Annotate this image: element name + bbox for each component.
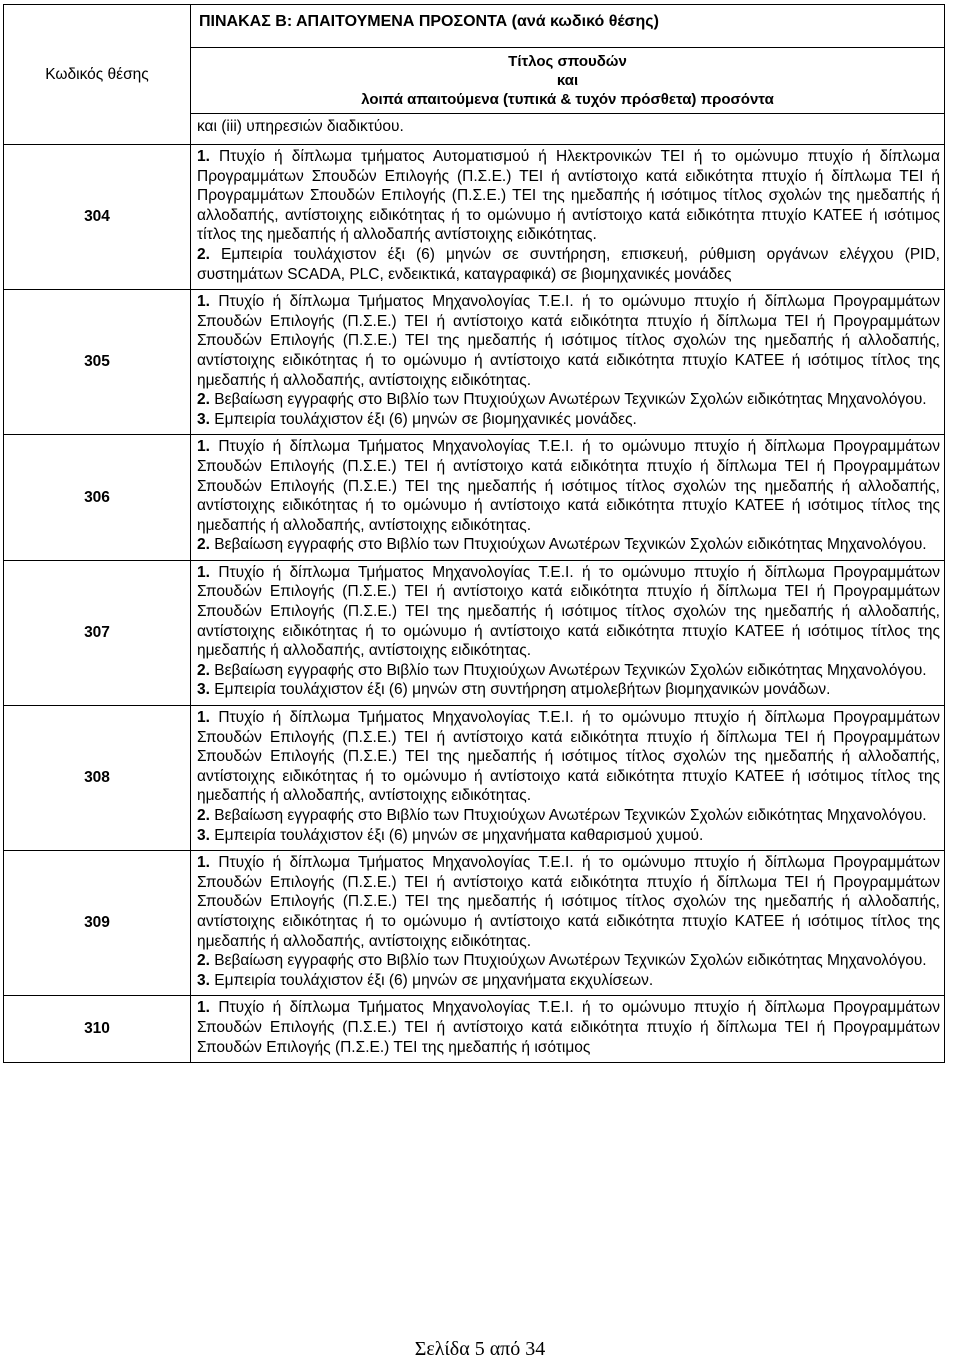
requirement-item	[197, 245, 940, 284]
requirement-number: 2.	[197, 807, 210, 824]
table-row	[4, 851, 945, 996]
requirement-number: 3.	[197, 410, 210, 428]
requirement-number: 2.	[197, 536, 210, 554]
position-code: 310	[4, 996, 191, 1063]
table-row	[4, 706, 945, 851]
requirements-cell	[191, 706, 945, 851]
table-body	[4, 145, 945, 1063]
requirement-item	[197, 951, 940, 971]
requirements-cell	[191, 996, 945, 1063]
column-header-code: Κωδικός θέσης	[4, 5, 191, 145]
requirement-item	[197, 853, 940, 951]
requirements-cell	[191, 435, 945, 561]
requirement-text: Βεβαίωση εγγραφής στο Βιβλίο των Πτυχιούχων Ανωτέρων Τεχνικών Σχολών ειδικότητας Μηχανολόγου.	[209, 661, 927, 679]
qualifications-table	[3, 4, 945, 1063]
requirement-number: 1.	[197, 999, 210, 1017]
requirement-item	[197, 661, 940, 681]
requirements-cell	[191, 145, 945, 290]
requirement-number: 2.	[197, 391, 210, 409]
position-code: 305	[4, 290, 191, 435]
requirement-text: Πτυχίο ή δίπλωμα Τμήματος Μηχανολογίας Τ.Ε.Ι. ή το ομώνυμο πτυχίο ή δίπλωμα Προγραμμάτων Σπουδών Επιλογής (Π.Σ.Ε.) ΤΕΙ ή αντίστοιχο κατά ειδικότητα πτυχίο ή δίπλωμα ΤΕΙ ή Προγραμμάτων Σπουδών Επιλογής (Π.Σ.Ε.) ΤΕΙ της ημεδαπής ή ισότιμος τίτλος σχολών της ημεδαπής ή αλλοδαπής, αντίστοιχης ειδικότητας ή το ομώνυμο ή αντίστοιχο κατά ειδικότητα πτυχίο ΚΑΤΕΕ ή ισότιμος τίτλος της ημεδαπής ή αλλοδαπής, αντίστοιχης ειδικότητας.	[197, 709, 940, 805]
requirement-item	[197, 806, 940, 826]
column-header-title-line3: λοιπά απαιτούμενα (τυπικά & τυχόν πρόσθετα) προσόντα	[361, 91, 774, 108]
requirement-text: Εμπειρία τουλάχιστον έξι (6) μηνών σε συντήρηση, επισκευή, ρύθμιση οργάνων ελέγχου (PID, συστημάτων SCADA, PLC, ενδεικτικά, καταγραφικά) σε βιομηχανικές μονάδες	[197, 245, 940, 283]
requirement-number: 1.	[197, 563, 210, 581]
table-row	[4, 435, 945, 561]
table-row	[4, 290, 945, 435]
requirement-item	[197, 437, 940, 535]
position-code: 307	[4, 560, 191, 705]
table-row	[4, 996, 945, 1063]
requirement-text: Πτυχίο ή δίπλωμα τμήματος Αυτοματισμού ή Ηλεκτρονικών ΤΕΙ ή το ομώνυμο πτυχίο ή δίπλωμα Προγραμμάτων Σπουδών Επιλογής (Π.Σ.Ε.) ΤΕΙ ή αντίστοιχο κατά ειδικότητα πτυχίο ή δίπλωμα ΤΕΙ ή Προγραμμάτων Σπουδών Επιλογής (Π.Σ.Ε.) ΤΕΙ της ημεδαπής ή ισότιμος τίτλος σχολών της ημεδαπής ή αλλοδαπής, αντίστοιχης ειδικότητας ή το ομώνυμο ή αντίστοιχο κατά ειδικότητα πτυχίο ΚΑΤΕΕ ή ισότιμος τίτλος της ημεδαπής ή αλλοδαπής αντίστοιχης ειδικότητας.	[197, 148, 940, 244]
continuation-text: και (iii) υπηρεσιών διαδικτύου.	[191, 114, 945, 145]
column-header-title-line2: και	[556, 72, 579, 89]
requirement-text: Βεβαίωση εγγραφής στο Βιβλίο των Πτυχιούχων Ανωτέρων Τεχνικών Σχολών ειδικότητας Μηχανολόγου.	[209, 536, 927, 554]
requirement-text: Εμπειρία τουλάχιστον έξι (6) μηνών σε μηχανήματα καθαρισμού χυμού.	[209, 826, 704, 844]
position-code: 308	[4, 706, 191, 851]
requirement-item	[197, 998, 940, 1057]
requirement-item	[197, 292, 940, 390]
requirement-text: Εμπειρία τουλάχιστον έξι (6) μηνών σε μηχανήματα εκχυλίσεων.	[209, 971, 654, 989]
requirement-text: Βεβαίωση εγγραφής στο Βιβλίο των Πτυχιούχων Ανωτέρων Τεχνικών Σχολών ειδικότητας Μηχανολόγου.	[209, 807, 927, 824]
requirement-item	[197, 563, 940, 661]
requirement-text: Πτυχίο ή δίπλωμα Τμήματος Μηχανολογίας Τ.Ε.Ι. ή το ομώνυμο πτυχίο ή δίπλωμα Προγραμμάτων Σπουδών Επιλογής (Π.Σ.Ε.) ΤΕΙ ή αντίστοιχο κατά ειδικότητα πτυχίο ή δίπλωμα ΤΕΙ ή Προγραμμάτων Σπουδών Επιλογής (Π.Σ.Ε.) ΤΕΙ της ημεδαπής ή ισότιμος τίτλος σχολών της ημεδαπής ή αλλοδαπής, αντίστοιχης ειδικότητας ή το ομώνυμο ή αντίστοιχο κατά ειδικότητα πτυχίο ΚΑΤΕΕ ή ισότιμος τίτλος της ημεδαπής ή αλλοδαπής, αντίστοιχης ειδικότητας.	[197, 438, 940, 534]
position-code: 306	[4, 435, 191, 561]
requirement-number: 3.	[197, 681, 210, 699]
table-row	[4, 560, 945, 705]
requirement-text: Πτυχίο ή δίπλωμα Τμήματος Μηχανολογίας Τ.Ε.Ι. ή το ομώνυμο πτυχίο ή δίπλωμα Προγραμμάτων Σπουδών Επιλογής (Π.Σ.Ε.) ΤΕΙ ή αντίστοιχο κατά ειδικότητα πτυχίο ή δίπλωμα ΤΕΙ ή Προγραμμάτων Σπουδών Επιλογής (Π.Σ.Ε.) ΤΕΙ της ημεδαπής ή ισότιμος τίτλος σχολών της ημεδαπής ή αλλοδαπής, αντίστοιχης ειδικότητας ή το ομώνυμο ή αντίστοιχο κατά ειδικότητα πτυχίο ΚΑΤΕΕ ή ισότιμος τίτλος της ημεδαπής ή αλλοδαπής, αντίστοιχης ειδικότητας.	[197, 563, 940, 660]
requirement-number: 2.	[197, 245, 210, 263]
column-header-title	[191, 48, 945, 114]
requirements-cell	[191, 290, 945, 435]
requirement-text: Πτυχίο ή δίπλωμα Τμήματος Μηχανολογίας Τ.Ε.Ι. ή το ομώνυμο πτυχίο ή δίπλωμα Προγραμμάτων Σπουδών Επιλογής (Π.Σ.Ε.) ΤΕΙ ή αντίστοιχο κατά ειδικότητα πτυχίο ή δίπλωμα ΤΕΙ ή Προγραμμάτων Σπουδών Επιλογής (Π.Σ.Ε.) ΤΕΙ της ημεδαπής ή ισότιμος τίτλος σχολών της ημεδαπής ή αλλοδαπής, αντίστοιχης ειδικότητας ή το ομώνυμο ή αντίστοιχο κατά ειδικότητα πτυχίο ΚΑΤΕΕ ή ισότιμος τίτλος της ημεδαπής ή αλλοδαπής, αντίστοιχης ειδικότητας.	[197, 854, 940, 950]
requirement-text: Βεβαίωση εγγραφής στο Βιβλίο των Πτυχιούχων Ανωτέρων Τεχνικών Σχολών ειδικότητας Μηχανολόγου.	[209, 952, 927, 970]
column-header-title-line1: Τίτλος σπουδών	[508, 53, 627, 70]
requirement-item	[197, 680, 940, 700]
requirement-number: 3.	[197, 826, 210, 844]
requirement-text: Πτυχίο ή δίπλωμα Τμήματος Μηχανολογίας Τ.Ε.Ι. ή το ομώνυμο πτυχίο ή δίπλωμα Προγραμμάτων Σπουδών Επιλογής (Π.Σ.Ε.) ΤΕΙ ή αντίστοιχο κατά ειδικότητα πτυχίο ή δίπλωμα ΤΕΙ ή Προγραμμάτων Σπουδών Επιλογής (Π.Σ.Ε.) ΤΕΙ της ημεδαπής ή ισότιμος τίτλος σχολών της ημεδαπής ή αλλοδαπής, αντίστοιχης ειδικότητας ή το ομώνυμο ή αντίστοιχο κατά ειδικότητα πτυχίο ΚΑΤΕΕ ή ισότιμος τίτλος της ημεδαπής ή αλλοδαπής, αντίστοιχης ειδικότητας.	[197, 293, 940, 389]
position-code: 309	[4, 851, 191, 996]
requirement-number: 1.	[197, 854, 210, 872]
requirement-number: 1.	[197, 148, 210, 165]
requirement-item	[197, 147, 940, 245]
requirement-text: Εμπειρία τουλάχιστον έξι (6) μηνών σε βιομηχανικές μονάδες.	[209, 410, 637, 428]
requirement-item	[197, 971, 940, 991]
requirement-number: 1.	[197, 709, 210, 727]
requirement-number: 3.	[197, 971, 210, 989]
requirement-item	[197, 410, 940, 430]
requirement-item	[197, 826, 940, 846]
requirement-number: 1.	[197, 438, 210, 456]
requirement-item	[197, 390, 940, 410]
requirement-text: Πτυχίο ή δίπλωμα Τμήματος Μηχανολογίας Τ.Ε.Ι. ή το ομώνυμο πτυχίο ή δίπλωμα Προγραμμάτων Σπουδών Επιλογής (Π.Σ.Ε.) ΤΕΙ ή αντίστοιχο κατά ειδικότητα πτυχίο ή δίπλωμα ΤΕΙ ή Προγραμμάτων Σπουδών Επιλογής (Π.Σ.Ε.) ΤΕΙ της ημεδαπής ή ισότιμος	[197, 999, 940, 1056]
requirements-cell	[191, 560, 945, 705]
requirement-number: 2.	[197, 952, 210, 970]
requirements-cell	[191, 851, 945, 996]
requirement-number: 1.	[197, 293, 210, 311]
requirement-item	[197, 535, 940, 555]
requirement-text: Εμπειρία τουλάχιστον έξι (6) μηνών στη συντήρηση ατμολεβήτων βιομηχανικών μονάδων.	[209, 681, 831, 699]
page-footer: Σελίδα 5 από 34	[414, 1338, 546, 1360]
requirement-item	[197, 708, 940, 806]
position-code: 304	[4, 145, 191, 290]
requirement-number: 2.	[197, 661, 210, 679]
table-title: ΠΙΝΑΚΑΣ Β: ΑΠΑΙΤΟΥΜΕΝΑ ΠΡΟΣΟΝΤΑ (ανά κωδικό θέσης)	[191, 5, 945, 48]
requirement-text: Βεβαίωση εγγραφής στο Βιβλίο των Πτυχιούχων Ανωτέρων Τεχνικών Σχολών ειδικότητας Μηχανολόγου.	[209, 391, 927, 409]
table-row	[4, 145, 945, 290]
